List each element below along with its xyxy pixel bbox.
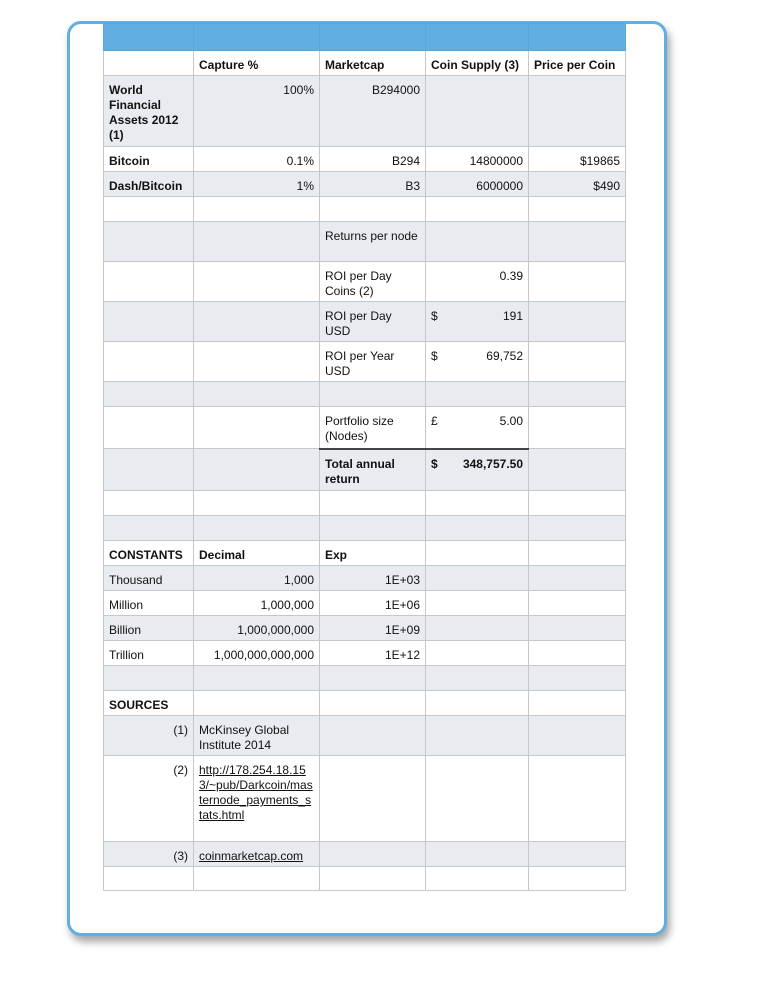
table-row bbox=[104, 197, 626, 222]
source-text: McKinsey Global Institute 2014 bbox=[194, 716, 320, 756]
roi-day-usd-label: ROI per Day USD bbox=[320, 302, 426, 342]
world-capture: 100% bbox=[194, 76, 320, 147]
column-header-row bbox=[104, 51, 626, 76]
constants-header-row bbox=[104, 541, 626, 566]
roi-day-coins-value: 0.39 bbox=[426, 262, 529, 302]
currency-symbol: $ bbox=[431, 309, 438, 323]
bitcoin-capture: 0.1% bbox=[194, 147, 320, 172]
source-number: (3) bbox=[104, 842, 194, 867]
bitcoin-label: Bitcoin bbox=[104, 147, 194, 172]
table-row bbox=[104, 867, 626, 891]
table-header-band bbox=[104, 24, 626, 51]
roi-day-coins-label: ROI per Day Coins (2) bbox=[320, 262, 426, 302]
constant-exp: 1E+03 bbox=[320, 566, 426, 591]
table-row bbox=[104, 666, 626, 691]
dash-label: Dash/Bitcoin bbox=[104, 172, 194, 197]
constant-exp: 1E+12 bbox=[320, 641, 426, 666]
dash-marketcap: B3 bbox=[320, 172, 426, 197]
sources-header-row bbox=[104, 691, 626, 716]
table-row bbox=[104, 449, 626, 491]
source-link[interactable]: http://178.254.18.153/~pub/Darkcoin/masternode_payments_stats.html bbox=[199, 763, 313, 822]
source-number: (2) bbox=[104, 756, 194, 842]
spreadsheet-table bbox=[103, 23, 626, 891]
table-row bbox=[104, 616, 626, 641]
bitcoin-supply: 14800000 bbox=[426, 147, 529, 172]
constant-exp: 1E+06 bbox=[320, 591, 426, 616]
source-number: (1) bbox=[104, 716, 194, 756]
dash-supply: 6000000 bbox=[426, 172, 529, 197]
table-row bbox=[104, 147, 626, 172]
returns-header: Returns per node bbox=[320, 222, 426, 262]
constant-decimal: 1,000,000 bbox=[194, 591, 320, 616]
world-label: World Financial Assets 2012 (1) bbox=[104, 76, 194, 147]
capture-header: Capture % bbox=[194, 51, 320, 76]
constant-name: Trillion bbox=[104, 641, 194, 666]
table-row bbox=[104, 566, 626, 591]
table-row bbox=[104, 407, 626, 449]
table-row bbox=[104, 382, 626, 407]
table-row bbox=[104, 491, 626, 516]
source-link[interactable]: coinmarketcap.com bbox=[199, 849, 304, 863]
constant-exp: 1E+09 bbox=[320, 616, 426, 641]
marketcap-header: Marketcap bbox=[320, 51, 426, 76]
table-row bbox=[104, 516, 626, 541]
constant-decimal: 1,000,000,000 bbox=[194, 616, 320, 641]
constant-name: Million bbox=[104, 591, 194, 616]
table-row bbox=[104, 76, 626, 147]
table-row bbox=[104, 222, 626, 262]
table-row bbox=[104, 716, 626, 756]
world-marketcap: B294000 bbox=[320, 76, 426, 147]
table-row bbox=[104, 756, 626, 842]
roi-year-usd-label: ROI per Year USD bbox=[320, 342, 426, 382]
table-row bbox=[104, 842, 626, 867]
table-row bbox=[104, 591, 626, 616]
constant-decimal: 1,000 bbox=[194, 566, 320, 591]
currency-symbol: $ bbox=[431, 349, 438, 363]
table-row bbox=[104, 342, 626, 382]
portfolio-value: 5.00 bbox=[499, 414, 523, 428]
constant-name: Thousand bbox=[104, 566, 194, 591]
coin-supply-header: Coin Supply (3) bbox=[426, 51, 529, 76]
table-row bbox=[104, 172, 626, 197]
roi-year-usd-value: 69,752 bbox=[486, 349, 523, 363]
dash-capture: 1% bbox=[194, 172, 320, 197]
price-header: Price per Coin bbox=[529, 51, 626, 76]
constants-header: CONSTANTS bbox=[104, 541, 194, 566]
table-row bbox=[104, 641, 626, 666]
total-label: Total annual return bbox=[320, 449, 426, 491]
roi-day-usd-value: 191 bbox=[502, 309, 523, 323]
bitcoin-price: $19865 bbox=[529, 147, 626, 172]
exp-header: Exp bbox=[320, 541, 426, 566]
decimal-header: Decimal bbox=[194, 541, 320, 566]
portfolio-label: Portfolio size (Nodes) bbox=[320, 407, 426, 449]
bitcoin-marketcap: B294 bbox=[320, 147, 426, 172]
constant-decimal: 1,000,000,000,000 bbox=[194, 641, 320, 666]
currency-symbol: $ bbox=[431, 456, 438, 471]
constant-name: Billion bbox=[104, 616, 194, 641]
table-row bbox=[104, 302, 626, 342]
dash-price: $490 bbox=[529, 172, 626, 197]
currency-symbol: £ bbox=[431, 414, 438, 428]
total-value: 348,757.50 bbox=[462, 456, 523, 471]
sources-header: SOURCES bbox=[104, 691, 194, 716]
table-row bbox=[104, 262, 626, 302]
